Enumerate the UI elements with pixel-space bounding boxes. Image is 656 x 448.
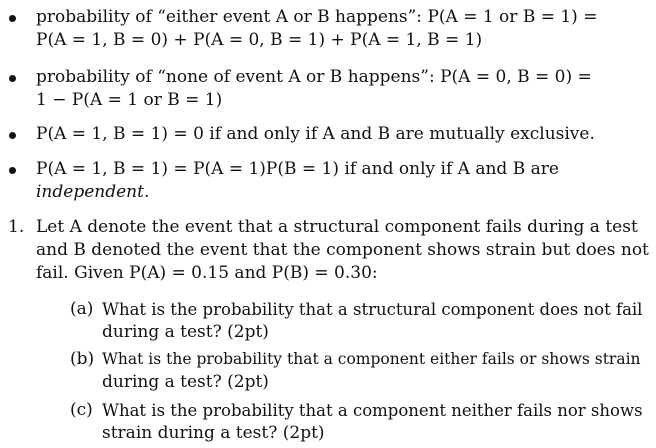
bullet-text (36, 66, 656, 112)
part-text (102, 348, 656, 394)
question-1 (0, 216, 656, 288)
question-text (36, 216, 656, 285)
bullet-dot (9, 75, 16, 82)
question-line: Let A denote the event that a structural component fails during a test (36, 217, 638, 237)
bullet-none (0, 66, 656, 114)
bullet-text (36, 158, 656, 204)
part-text (102, 399, 656, 445)
part-line: during a test? (2pt) (102, 322, 269, 342)
part-line: during a test? (2pt) (102, 372, 269, 392)
bullet-line: 1 − P(A = 1 or B = 1) (36, 90, 223, 110)
question-number: 1. (8, 217, 25, 237)
part-line: strain during a test? (2pt) (102, 423, 325, 443)
part-label: (b) (70, 349, 95, 369)
bullet-line: independent. (36, 182, 150, 202)
question-line: fail. Given P(A) = 0.15 and P(B) = 0.30: (36, 263, 378, 283)
part-label: (a) (70, 299, 94, 319)
part-text (102, 298, 656, 344)
bullet-text (36, 6, 656, 52)
bullet-line: P(A = 1, B = 1) = 0 if and only if A and B are mutually exclusive. (36, 124, 595, 144)
bullet-dot (9, 15, 16, 22)
bullet-dot (9, 167, 16, 174)
bullet-line: P(A = 1, B = 0) + P(A = 0, B = 1) + P(A = 1, B = 1) (36, 30, 483, 50)
question-part-a (0, 298, 656, 346)
part-line: What is the probability that a component either fails or shows strain (102, 350, 641, 368)
bullet-line: probability of “none of event A or B happens”: P(A = 0, B = 0) = (36, 67, 592, 87)
question-part-c (0, 399, 656, 447)
part-line: What is the probability that a structural component does not fail (102, 300, 643, 319)
question-line: and B denoted the event that the component shows strain but does not (36, 240, 649, 260)
bullet-either (0, 6, 656, 54)
bullet-text (36, 123, 656, 146)
bullet-line: P(A = 1, B = 1) = P(A = 1)P(B = 1) if and only if A and B are (36, 159, 559, 179)
part-line: What is the probability that a component neither fails nor shows (102, 401, 643, 420)
part-label: (c) (70, 400, 93, 420)
bullet-dot (9, 132, 16, 139)
bullet-mutually-exclusive (0, 123, 656, 147)
question-part-b (0, 348, 656, 396)
bullet-line: probability of “either event A or B happens”: P(A = 1 or B = 1) = (36, 7, 598, 27)
bullet-independent (0, 158, 656, 206)
